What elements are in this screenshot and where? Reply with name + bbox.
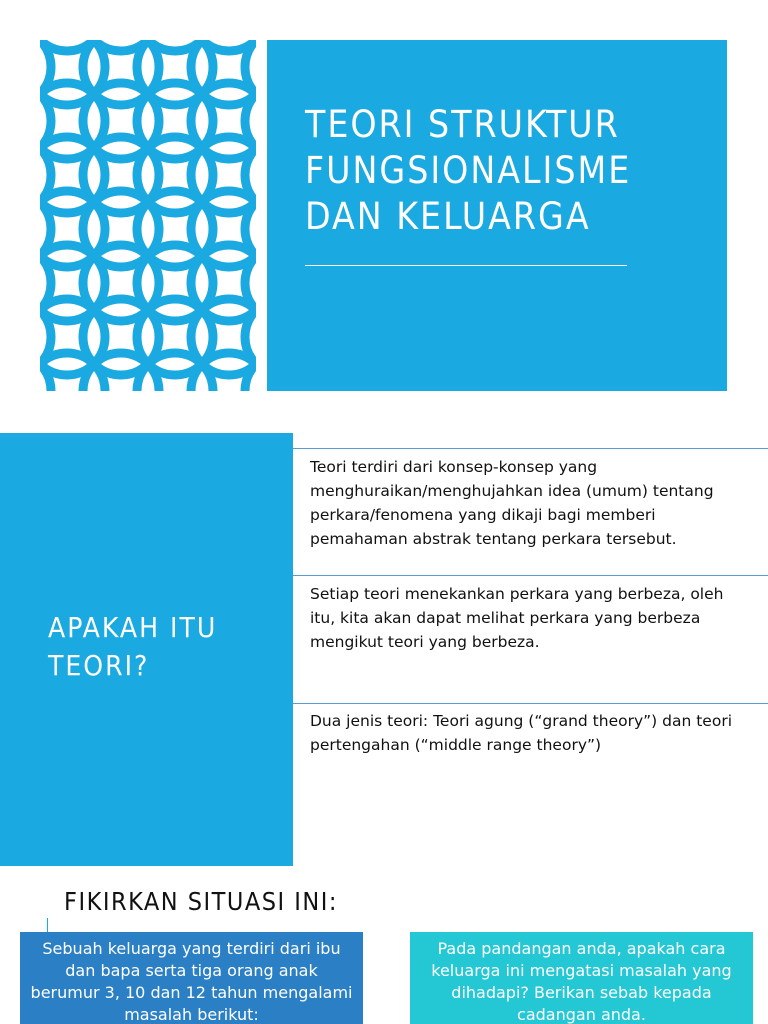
paragraph-emphasis: Setiap teori menekankan perkara yang berbeza, oleh itu, kita akan dapat melihat perkara yang berbeza mengikut teori yang berbeza. [310,585,724,651]
paragraph-divider [293,448,768,449]
slide-heading: APAKAH ITU TEORI? [48,611,218,682]
situation-box: Sebuah keluarga yang terdiri dari ibu dan bapa serta tiga orang anak berumur 3, 10 dan 12 tahun mengalami masalah berikut: [20,932,363,1024]
slide-title-text: TEORI STRUKTUR FUNGSIONALISME DAN KELUARGA [305,103,632,238]
question-box: Pada pandangan anda, apakah cara keluarga ini mengatasi masalah yang dihadapi? Berikan sebab kepada cadangan anda. [410,932,753,1024]
circle-pattern-image [40,40,256,391]
paragraph-divider [293,575,768,576]
paragraph-divider [293,703,768,704]
title-divider [305,265,627,266]
slide-title [0,0,768,410]
paragraph-types: Dua jenis teori: Teori agung (“grand theory”) dan teori pertengahan (“middle range theory”) [310,712,733,754]
situation-title: FIKIRKAN SITUASI INI: [64,887,338,916]
title-accent [47,918,48,932]
heading-panel [0,433,293,866]
title-panel [267,40,727,391]
paragraph-definition: Teori terdiri dari konsep-konsep yang menghuraikan/menghujahkan idea (umum) tentang perkara/fenomena yang dikaji bagi memberi pemahaman abstrak tentang perkara tersebut. [310,458,714,548]
